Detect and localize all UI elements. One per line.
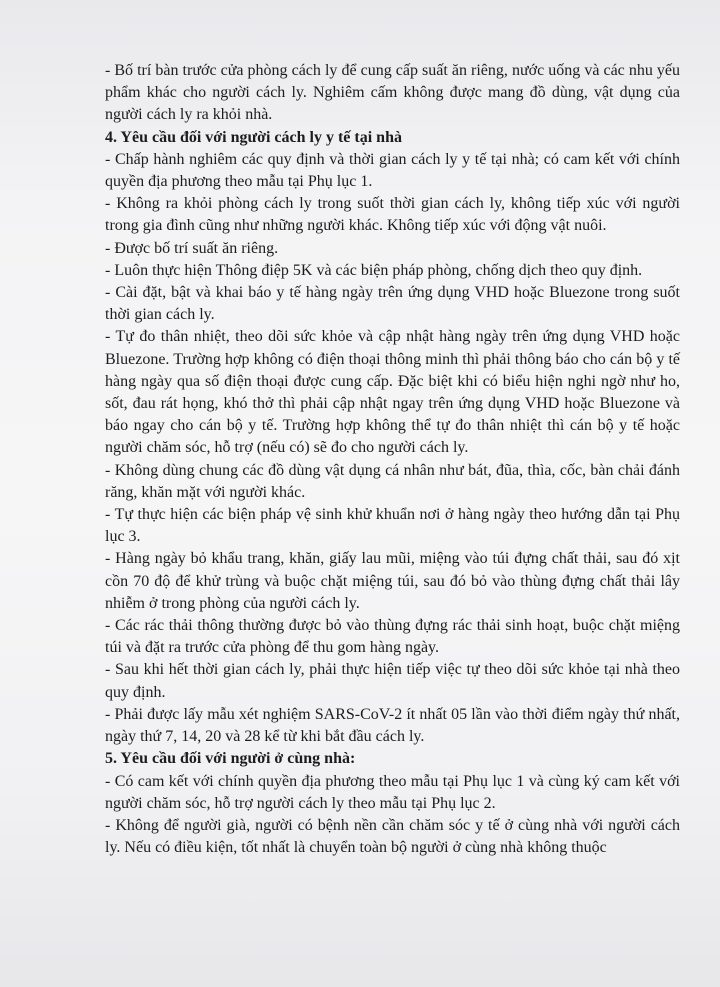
section-heading-5: 5. Yêu cầu đối với người ở cùng nhà:	[105, 750, 356, 768]
paragraph-no-leaving-room: - Không ra khỏi phòng cách ly trong suốt thời gian cách ly, không tiếp xúc với người trong gia đình cũng như những người khác. Không tiếp xúc với động vật nuôi.	[105, 195, 680, 235]
paragraph-health-declaration: - Cài đặt, bật và khai báo y tế hàng ngày trên ứng dụng VHD hoặc Bluezone trong suốt thời gian cách ly.	[105, 284, 680, 324]
paragraph-after-isolation: - Sau khi hết thời gian cách ly, phải thực hiện tiếp việc tự theo dõi sức khỏe tại nhà theo quy định.	[105, 661, 680, 701]
paragraph-disinfection: - Tự thực hiện các biện pháp vệ sinh khử khuẩn nơi ở hàng ngày theo hướng dẫn tại Phụ lục 3.	[105, 506, 680, 546]
paragraph-temperature-monitoring: - Tự đo thân nhiệt, theo dõi sức khỏe và cập nhật hàng ngày trên ứng dụng VHD hoặc Bluezone. Trường hợp không có điện thoại thông minh thì phải thông báo cho cán bộ y tế hàng ngày qua số điện thoại được cung cấp. Đặc biệt khi có biểu hiện nghi ngờ như ho, sốt, đau rát họng, khó thở thì phải cập nhật ngay trên ứng dụng VHD hoặc Bluezone và báo ngay cho cán bộ y tế. Trường hợp không thể tự đo thân nhiệt thì cán bộ y tế hoặc người chăm sóc, hỗ trợ (nếu có) sẽ đo cho người cách ly.	[105, 328, 680, 457]
paragraph-separate-meals: - Được bố trí suất ăn riêng.	[105, 239, 279, 257]
paragraph-comply-rules: - Chấp hành nghiêm các quy định và thời gian cách ly y tế tại nhà; có cam kết với chính quyền địa phương theo mẫu tại Phụ lục 1.	[105, 150, 680, 191]
paragraph-testing: - Phải được lấy mẫu xét nghiệm SARS-CoV-2 ít nhất 05 lần vào thời điểm ngày thứ nhất, ngày thứ 7, 14, 20 và 28 kể từ khi bắt đầu cách ly.	[105, 705, 680, 746]
paragraph-no-shared-items: - Không dùng chung các đồ dùng vật dụng cá nhân như bát, đũa, thìa, cốc, bàn chải đánh răng, khăn mặt với người khác.	[105, 461, 680, 501]
document-body	[105, 60, 680, 859]
paragraph-elderly: - Không để người già, người có bệnh nền cần chăm sóc y tế ở cùng nhà với người cách ly. Nếu có điều kiện, tốt nhất là chuyển toàn bộ người ở cùng nhà không thuộc	[105, 816, 680, 857]
section-heading-4: 4. Yêu cầu đối với người cách ly y tế tại nhà	[105, 128, 402, 146]
paragraph-ordinary-waste: - Các rác thải thông thường được bỏ vào thùng đựng rác thải sinh hoạt, buộc chặt miệng túi và đặt ra trước cửa phòng để thu gom hàng ngày.	[105, 617, 680, 657]
paragraph-5k-message: - Luôn thực hiện Thông điệp 5K và các biện pháp phòng, chống dịch theo quy định.	[105, 261, 643, 279]
paragraph-waste-masks: - Hàng ngày bỏ khẩu trang, khăn, giấy lau mũi, miệng vào túi đựng chất thải, sau đó xịt cồn 70 độ để khử trùng và buộc chặt miệng túi, sau đó bỏ vào thùng đựng chất thải lây nhiễm ở trong phòng của người cách ly.	[105, 550, 680, 612]
paragraph-arrange-table: - Bố trí bàn trước cửa phòng cách ly để cung cấp suất ăn riêng, nước uống và các nhu yếu phẩm khác cho người cách ly. Nghiêm cấm không được mang đồ dùng, vật dụng của người cách ly ra khỏi nhà.	[105, 62, 680, 124]
paragraph-commitment: - Có cam kết với chính quyền địa phương theo mẫu tại Phụ lục 1 và cùng ký cam kết với người chăm sóc, hỗ trợ người cách ly theo mẫu tại Phụ lục 2.	[105, 772, 680, 812]
